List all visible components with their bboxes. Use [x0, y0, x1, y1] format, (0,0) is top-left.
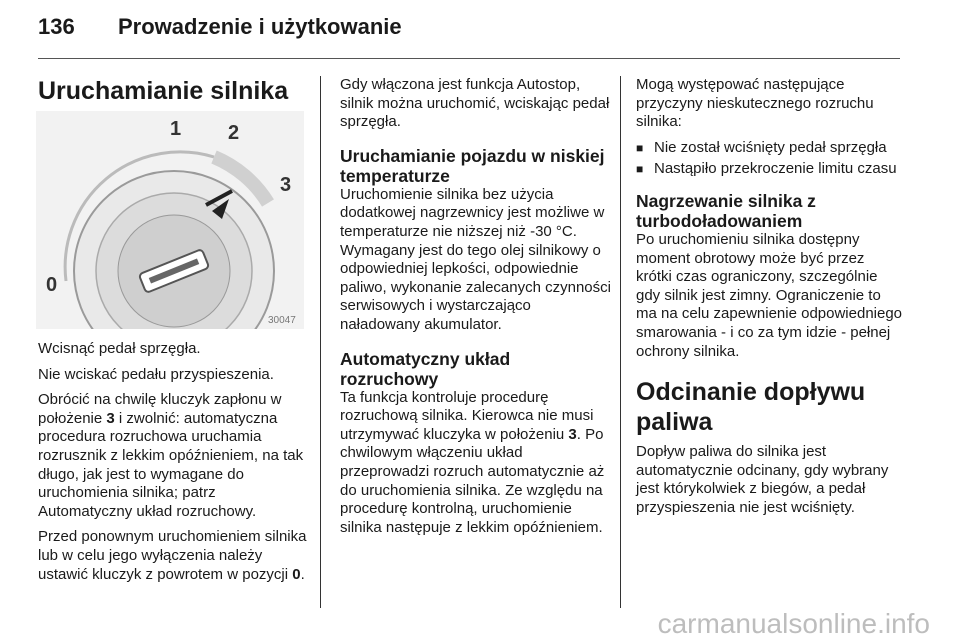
column-divider-2: [620, 76, 621, 608]
section-heading-fuel-cutoff: Odcinanie dopływu paliwa: [636, 378, 866, 437]
column-divider-1: [320, 76, 321, 608]
page-number: 136: [38, 14, 75, 39]
chapter-title: Prowadzenie i użytkowanie: [118, 14, 402, 39]
column-1: [38, 76, 310, 106]
figure-code: 30047: [268, 315, 296, 326]
list-item: ■ Nie został wciśnięty pedał sprzęgła: [636, 139, 904, 158]
footer-watermark: carmanualsonline.info: [657, 608, 930, 639]
header-rule: [38, 58, 900, 59]
paragraph: Nie wciskać pedału przyspieszenia.: [38, 365, 274, 383]
paragraph: Uruchomienie silnika bez użycia dodatkowej nagrzewnicy jest możliwe w temperaturze nie niższej niż -30 °C. Wymagany jest do tego olej silnikowy o odpowiedniej lepkości, odpowiednie paliwo, wykonanie zalecanych czynności serwisowych i wystarczająco naładowany akumulator.: [340, 185, 611, 333]
column-3: [636, 76, 904, 525]
paragraph: Obrócić na chwilę kluczyk zapłonu w położenie 3 i zwolnić: automatyczna procedura rozruchowa uruchamia rozrusznik z lekkim opóźnieniem, na tak długo, jak jest to wymagane do uruchomienia silnika; patrz Automatyczny układ rozruchowy.: [38, 391, 304, 520]
figure-label-1: 1: [170, 118, 182, 140]
figure-label-0: 0: [46, 274, 58, 296]
column-1-body: [38, 340, 310, 591]
paragraph: Mogą występować następujące przyczyny nieskutecznego rozruchu silnika:: [636, 76, 874, 131]
section-heading-low-temp: Uruchamianie pojazdu w niskiej temperaturze: [340, 145, 605, 186]
paragraph: Przed ponownym uruchomieniem silnika lub w celu jego wyłączenia należy ustawić kluczyk z powrotem w pozycji 0.: [38, 528, 307, 583]
section-heading-auto-start: Automatyczny układ rozruchowy: [340, 348, 511, 389]
paragraph: Dopływ paliwa do silnika jest automatycznie odcinany, gdy wybrany jest którykolwiek z biegów, a pedał przyspieszenia nie jest wciśnięty.: [636, 443, 889, 516]
figure-label-2: 2: [228, 122, 240, 144]
paragraph: Ta funkcja kontroluje procedurę rozruchową silnika. Kierowca nie musi utrzymywać kluczyka w położeniu 3. Po chwilowym włączeniu układ przeprowadzi rozruch automatycznie aż do uruchomienia silnika. Ze względu na procedurę kontrolną, uruchomienie silnika następuje z lekkim opóźnieniem.: [340, 388, 605, 536]
figure-label-3: 3: [280, 174, 292, 196]
paragraph: Wcisnąć pedał sprzęgła.: [38, 340, 201, 357]
bullet-list: [636, 139, 904, 179]
list-item: ■ Nastąpiło przekroczenie limitu czasu: [636, 160, 904, 179]
section-heading-engine-start: Uruchamianie silnika: [38, 77, 289, 105]
paragraph: Gdy włączona jest funkcja Autostop, silnik można uruchomić, wciskając pedał sprzęgła.: [340, 76, 610, 131]
column-2: [340, 76, 612, 544]
paragraph: Po uruchomieniu silnika dostępny moment obrotowy może być przez krótki czas ograniczony, szczególnie gdy silnik jest zimny. Ograniczenie to ma na celu zapewnienie odpowiedniego smarowania - i co za tym idzie - pełnej ochrony silnika.: [636, 230, 903, 360]
section-heading-turbo: Nagrzewanie silnika z turbodoładowaniem: [636, 190, 816, 231]
ignition-switch-diagram-icon: [36, 111, 304, 329]
